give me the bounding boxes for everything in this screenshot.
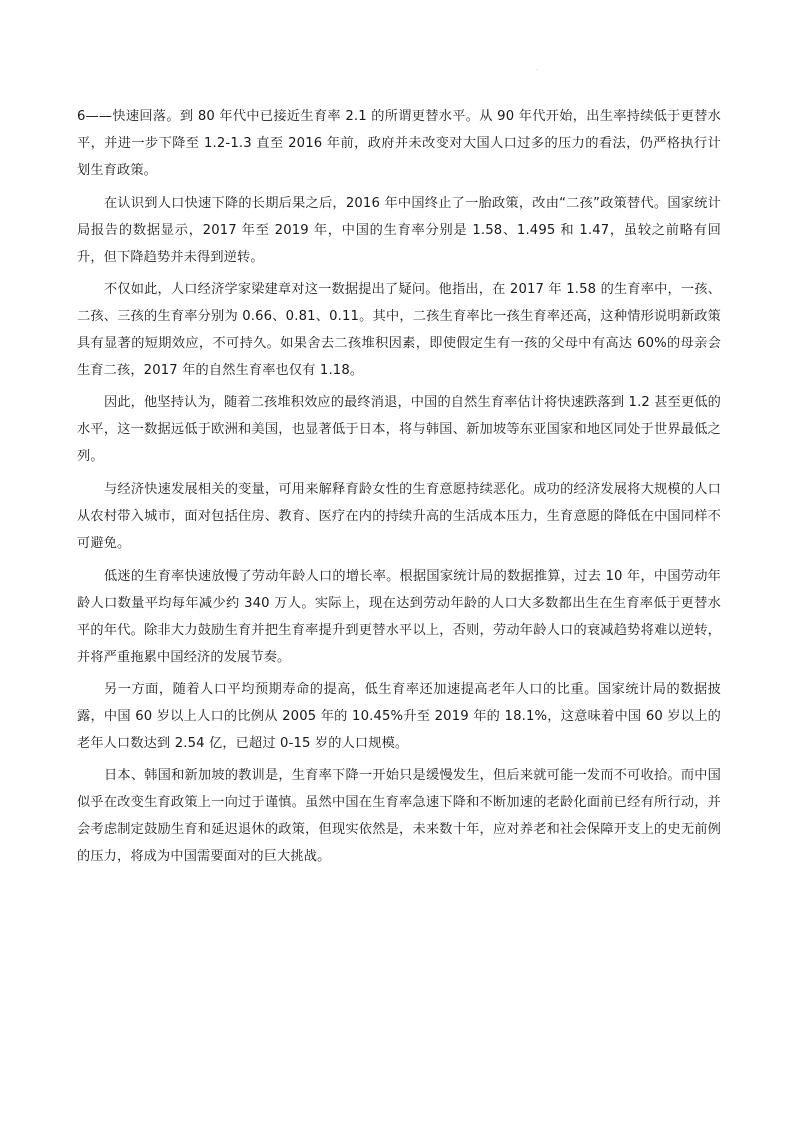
paragraph-5: 与经济快速发展相关的变量，可用来解释育龄女性的生育意愿持续恶化。成功的经济发展将大规模的人口从农村带入城市，面对包括住房、教育、医疗在内的持续升高的生活成本压力，生育意愿的降低在中国同样不可避免。: [77, 482, 721, 551]
paragraph-1: 6——快速回落。到 80 年代中已接近生育率 2.1 的所谓更替水平。从 90 年代开始，出生率持续低于更替水平，并进一步下降至 1.2-1.3 直至 2016 年前，政府并未改变对大国人口过多的压力的看法，仍严格执行计划生育政策。: [77, 109, 721, 178]
paragraph-2: 在认识到人口快速下降的长期后果之后，2016 年中国终止了一胎政策，改由“二孩”政策替代。国家统计局报告的数据显示，2017 年至 2019 年，中国的生育率分别是 1.58、1.495 和 1.47，虽较之前略有回升，但下降趋势并未得到逆转。: [77, 196, 721, 265]
paragraph-6: 低迷的生育率快速放慢了劳动年龄人口的增长率。根据国家统计局的数据推算，过去 10 年，中国劳动年龄人口数量平均每年减少约 340 万人。实际上，现在达到劳动年龄的人口大多数都出生在生育率低于更替水平的年代。除非大力鼓励生育并把生育率提升到更替水平以上，否则，劳动年龄人口的衰减趋势将难以逆转，并将严重拖累中国经济的发展节奏。: [77, 569, 721, 665]
paragraph-4: 因此，他坚持认为，随着二孩堆积效应的最终消退，中国的自然生育率估计将快速跌落到 1.2 甚至更低的水平，这一数据远低于欧洲和美国，也显著低于日本，将与韩国、新加坡等东亚国家和地区同处于世界最低之列。: [77, 395, 721, 464]
article-body: [77, 103, 721, 870]
paragraph-7: 另一方面，随着人口平均预期寿命的提高，低生育率还加速提高老年人口的比重。国家统计局的数据披露，中国 60 岁以上人口的比例从 2005 年的 10.45%升至 2019 年的 18.1%，这意味着中国 60 岁以上的老年人口数达到 2.54 亿，已超过 0-15 岁的人口规模。: [77, 682, 721, 751]
page-dot-mark: ·: [536, 67, 538, 74]
paragraph-8: 日本、韩国和新加坡的教训是，生育率下降一开始只是缓慢发生，但后来就可能一发而不可收拾。而中国似乎在改变生育政策上一向过于谨慎。虽然中国在生育率急速下降和不断加速的老龄化面前已经有所行动，并会考虑制定鼓励生育和延迟退休的政策，但现实依然是，未来数十年，应对养老和社会保障开支上的史无前例的压力，将成为中国需要面对的巨大挑战。: [77, 768, 721, 864]
paragraph-3: 不仅如此，人口经济学家梁建章对这一数据提出了疑问。他指出，在 2017 年 1.58 的生育率中，一孩、二孩、三孩的生育率分别为 0.66、0.81、0.11。其中，二孩生育率比一孩生育率还高，这种情形说明新政策具有显著的短期效应，不可持久。如果舍去二孩堆积因素，即使假定生有一孩的父母中有高达 60%的母亲会生育二孩，2017 年的自然生育率也仅有 1.18。: [77, 282, 721, 378]
